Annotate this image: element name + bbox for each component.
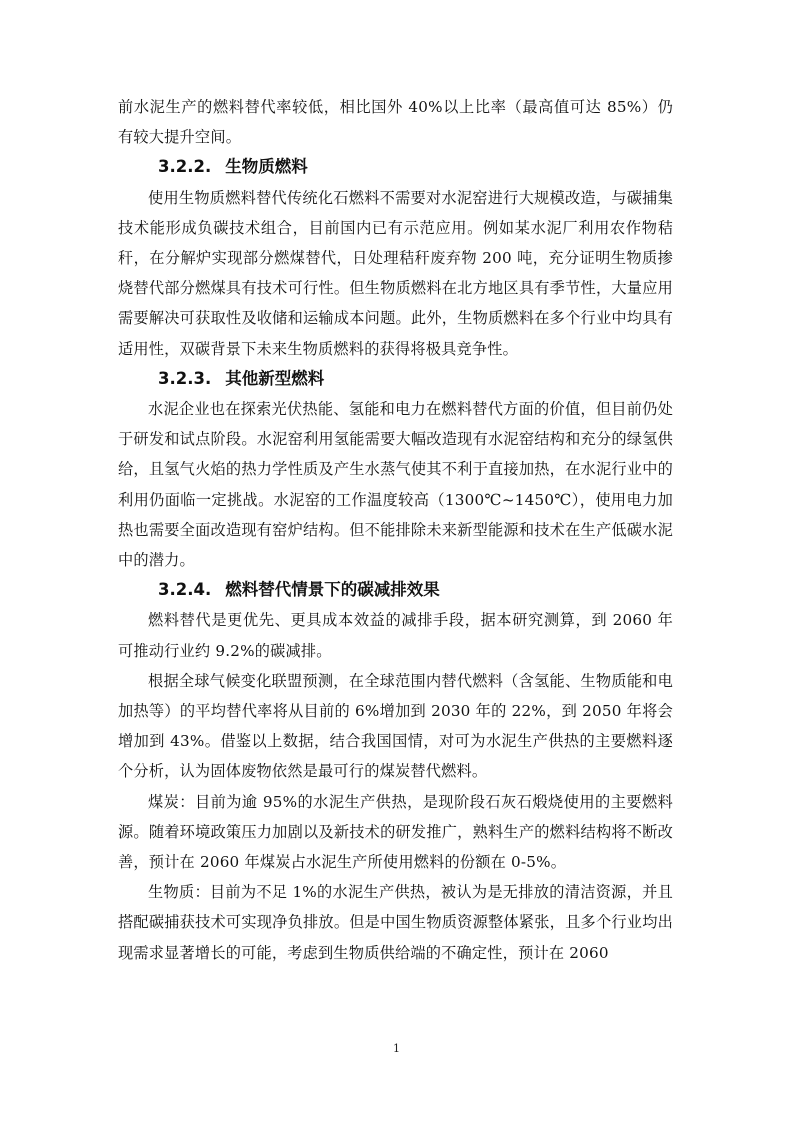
document-body [118,92,673,968]
section-heading-3-2-2 [118,152,673,182]
page-number: 1 [393,1042,400,1055]
section-title: 生物质燃料 [225,157,308,177]
section-title: 其他新型燃料 [225,368,325,388]
paragraph-reduction-effect: 燃料替代是更优先、更具成本效益的减排手段，据本研究测算，到 2060 年可推动行业约 9.2%的碳减排。 [118,611,673,660]
paragraph-new-fuels: 水泥企业也在探索光伏热能、氢能和电力在燃料替代方面的价值，但目前仍处于研发和试点阶段。水泥窑利用氢能需要大幅改造现有水泥窑结构和充分的绿氢供给，且氢气火焰的热力学性质及产生水蒸气使其不利于直接加热，在水泥行业中的利用仍面临一定挑战。水泥窑的工作温度较高（1300℃~1450℃），使用电力加热也需要全面改造现有窑炉结构。但不能排除未来新型能源和技术在生产低碳水泥中的潜力。 [118,400,673,570]
paragraph-biomass: 使用生物质燃料替代传统化石燃料不需要对水泥窑进行大规模改造，与碳捕集技术能形成负碳技术组合，目前国内已有示范应用。例如某水泥厂利用农作物秸秆，在分解炉实现部分燃煤替代，日处理秸秆废弃物 200 吨，充分证明生物质掺烧替代部分燃煤具有技术可行性。但生物质燃料在北方地区具有季节性，大量应用需要解决可获取性及收储和运输成本问题。此外，生物质燃料在多个行业中均具有适用性，双碳背景下未来生物质燃料的获得将极具竞争性。 [118,188,673,358]
paragraph-coal: 煤炭：目前为逾 95%的水泥生产供热，是现阶段石灰石煅烧使用的主要燃料源。随着环境政策压力加剧以及新技术的研发推广，熟料生产的燃料结构将不断改善，预计在 2060 年煤炭占水泥生产所使用燃料的份额在 0-5%。 [118,792,673,872]
section-title: 燃料替代情景下的碳减排效果 [225,580,440,600]
section-heading-3-2-3 [118,364,673,394]
intro-paragraph: 前水泥生产的燃料替代率较低，相比国外 40%以上比率（最高值可达 85%）仍有较大提升空间。 [118,98,673,147]
paragraph-global-forecast: 根据全球气候变化联盟预测，在全球范围内替代燃料（含氢能、生物质能和电加热等）的平均替代率将从目前的 6%增加到 2030 年的 22%，到 2050 年将会增加到 43%。借鉴以上数据，结合我国国情，对可为水泥生产供热的主要燃料逐个分析，认为固体废物依然是最可行的煤炭替代燃料。 [118,671,673,781]
section-number: 3.2.4. [158,580,212,600]
section-number: 3.2.3. [158,368,212,388]
section-heading-3-2-4 [118,575,673,605]
paragraph-biomass-supply: 生物质：目前为不足 1%的水泥生产供热，被认为是无排放的清洁资源，并且搭配碳捕获技术可实现净负排放。但是中国生物质资源整体紧张，且多个行业均出现需求显著增长的可能，考虑到生物质供给端的不确定性，预计在 2060 [118,883,673,962]
section-number: 3.2.2. [158,157,212,177]
